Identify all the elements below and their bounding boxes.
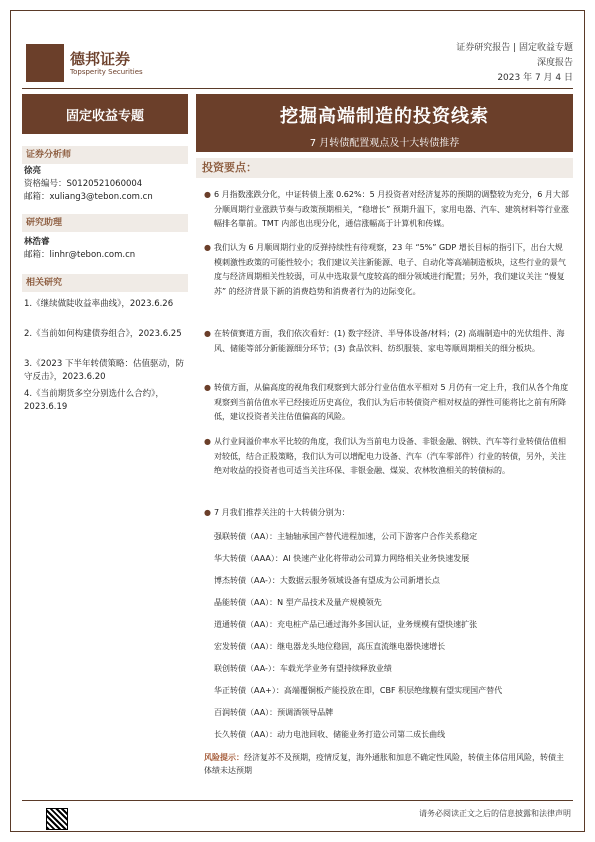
bullet-icon: ● [204, 329, 211, 338]
page-title: 挖掘高端制造的投资线索 [280, 106, 489, 127]
report-type: 证券研究报告 | 固定收益专题 [456, 43, 573, 53]
analyst-cert: 资格编号：S0120521060004 [24, 179, 143, 189]
title-banner [196, 94, 573, 152]
related-item[interactable]: 4.《当前期货多空分别选什么合约》，2023.6.19 [24, 389, 164, 412]
key-point: ● 6 月指数涨跌分化，中证转债上涨 0.62%：5 月投资者对经济复苏的预期的调整较为充分，6 月大部分顺周期行业涨跌节奏与政策预期相关，“稳增长” 预期升温下，家用电器、汽车、建筑材料等行业涨幅排名靠前。TMT 内部也出现分化，通信涨幅高于计算机和传媒。 [204, 190, 569, 228]
related-head: 相关研究 [22, 274, 188, 292]
bond-item: 长久转债（AA）：动力电池回收、储能业务打造公司第二成长曲线 [214, 730, 446, 739]
risk-label: 风险提示： [204, 753, 244, 762]
qr-code-icon[interactable] [46, 808, 68, 830]
assistant-email[interactable]: 邮箱：linhr@tebon.com.cn [24, 250, 136, 260]
bond-item: 华正转债（AA+）：高端覆铜板产能投放在即，CBF 积层绝缘膜有望实现国产替代 [214, 686, 503, 695]
bond-item: 宏发转债（AA）：继电器龙头地位稳固，高压直流继电器快速增长 [214, 642, 446, 651]
bullet-icon: ● [204, 190, 211, 199]
bullet-icon: ● [204, 243, 211, 252]
footer-divider [22, 800, 573, 801]
related-item[interactable]: 2.《当前如何构建债券组合》，2023.6.25 [24, 329, 182, 339]
bond-item: 博杰转债（AA-）：大数据云服务领域设备有望成为公司新增长点 [214, 576, 440, 585]
bullet-icon: ● [204, 508, 211, 517]
column-title: 固定收益专题 [22, 94, 188, 134]
related-item[interactable]: 3.《2023 下半年转债策略：估值驱动，防守反击》，2023.6.20 [24, 359, 184, 382]
key-point: ● 我们认为 6 月顺周期行业的反弹持续性有待观察，23 年 “5%” GDP 增长目标的指引下，出台大规模刺激性政策的可能性较小；我们建议关注新能源、电子、自动化等高端制造板块，这些行业的景气度与经济周期相关性较弱，可从中选取景气度较高的细分领域进行配置；另外，我们建议关注 “慢复苏” 的经济背景下新的消费趋势和消费者行为的边际变化。 [204, 243, 566, 296]
key-point: ● 从行业间溢价率水平比较的角度，我们认为当前电力设备、非银金融、钢铁、汽车等行业转债估值相对较低，结合正股策略，我们认为可以增配电力设备、汽车（汽车零部件）行业的转债，另外，关注绝对收益的投资者也可适当关注环保、非银金融、煤炭、农林牧渔相关的转债标的。 [204, 437, 566, 475]
key-points-head: 投资要点： [196, 158, 573, 178]
logo-mark-icon [26, 44, 64, 82]
logo-en-text: Topsperity Securities [70, 68, 143, 76]
report-kind: 深度报告 [536, 58, 573, 68]
assistant-name: 林浩睿 [24, 237, 50, 247]
assistant-head: 研究助理 [22, 214, 188, 232]
analyst-email[interactable]: 邮箱：xuliang3@tebon.com.cn [24, 192, 153, 202]
bond-item: 百润转债（AA）：预调酒领导品牌 [214, 708, 334, 717]
related-item[interactable]: 1.《继续做陡收益率曲线》，2023.6.26 [24, 299, 174, 309]
header-divider [22, 88, 573, 89]
bullet-icon: ● [204, 437, 211, 446]
report-date: 2023 年 7 月 4 日 [497, 73, 573, 83]
risk-note [204, 751, 564, 777]
key-point: ● 在转债赛道方面，我们依次看好：(1) 数字经济、半导体设备/材料；(2) 高端制造中的光伏组件、海风、储能等部分新能源细分环节；(3) 食品饮料、纺织服装、家电等顺周期相关的细分板块。 [204, 329, 565, 353]
bond-item: 道通转债（AA）：充电桩产品已通过海外多国认证，业务规模有望快速扩张 [214, 620, 478, 629]
risk-text: 经济复苏不及预期，疫情反复，海外通胀和加息不确定性风险，转债主体信用风险，转债主体绩未达预期 [204, 753, 564, 775]
bond-item: 晶能转债（AA）：N 型产品技术及量产规模领先 [214, 598, 382, 607]
footer-disclaimer: 请务必阅读正文之后的信息披露和法律声明 [419, 809, 571, 818]
bond-item: 联创转债（AA-）：车载光学业务有望持续释放业绩 [214, 664, 392, 673]
bond-item: 强联转债（AA）：主轴轴承国产替代进程加速，公司下游客户合作关系稳定 [214, 532, 478, 541]
page-subtitle: 7 月转债配置观点及十大转债推荐 [309, 138, 460, 149]
analyst-head: 证券分析师 [22, 146, 188, 164]
company-logo [26, 44, 146, 86]
key-point: ● 7 月我们推荐关注的十大转债分别为： [204, 506, 570, 521]
analyst-name: 徐亮 [24, 166, 42, 176]
logo-cn-text: 德邦证券 [70, 50, 131, 68]
bond-item: 华大转债（AAA）：AI 快速产业化将带动公司算力网络相关业务快速发展 [214, 554, 470, 563]
key-point: ● 转债方面，从偏高度的视角我们观察到大部分行业估值水平相对 5 月仍有一定上升，我们从各个角度观察到当前估值水平已经接近历史高位，我们认为后市转债资产相对权益的弹性可能将比之前有所降低，建议投资者关注估值偏高的风险。 [204, 383, 569, 421]
bullet-icon: ● [204, 383, 211, 392]
